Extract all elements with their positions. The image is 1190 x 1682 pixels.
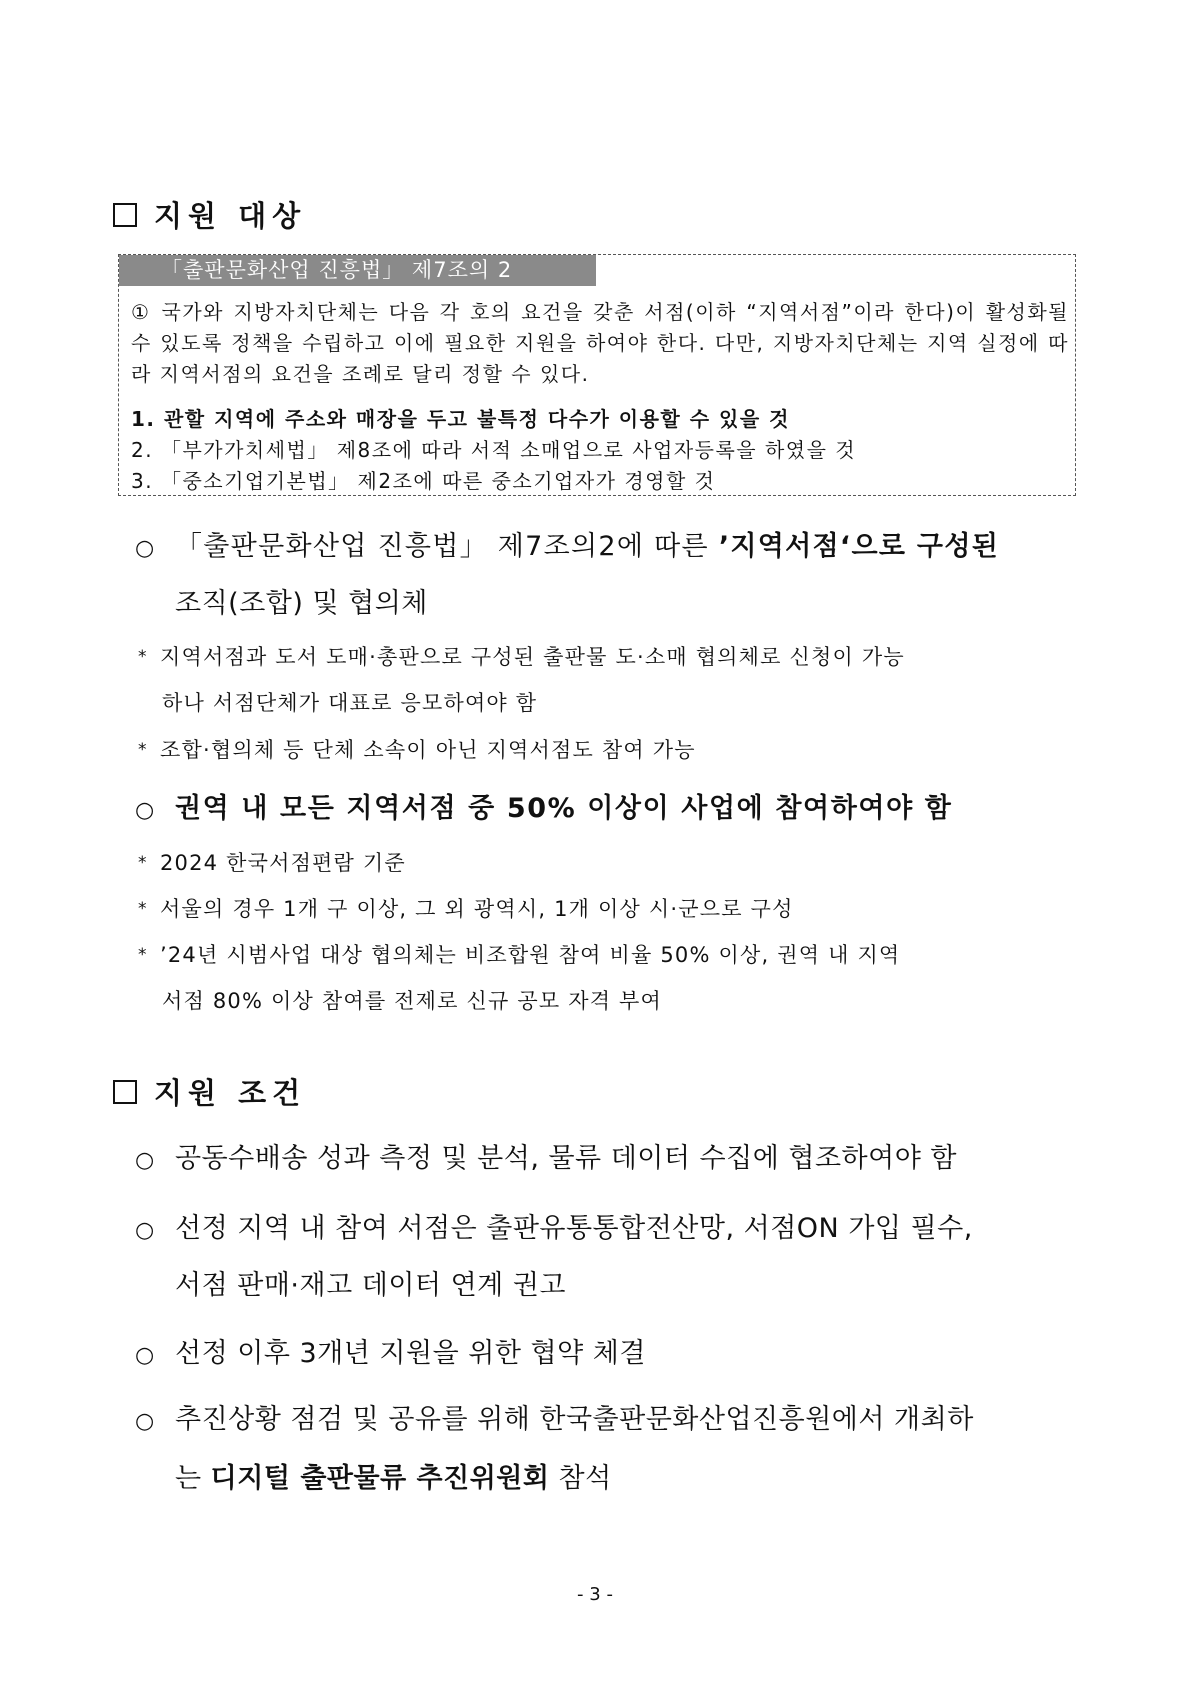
section-heading-support-target [113,194,306,235]
law-item: 2. 「부가가치세법」 제8조에 따라 서적 소매업으로 사업자등록을 하였을 것 [131,438,857,462]
law-paragraph: ① 국가와 지방자치단체는 다음 각 호의 요건을 갖춘 서점(이하 “지역서점”이라 한다)이 활성화될 수 있도록 정책을 수립하고 이에 필요한 지원을 하여야 한다. 다만, 지방자치단체는 지역 실정에 따라 지역서점의 요건을 조례로 달리 정할 수 있다. [131,300,1069,386]
asterisk-icon: * [138,647,148,667]
asterisk-icon: * [138,945,148,965]
bullet-bold-text: ’지역서점‘으로 구성된 [718,531,1000,562]
committee-name: 디지털 출판물류 추진위원회 [210,1463,550,1494]
asterisk-icon: * [138,853,148,873]
bullet-continuation: 조직(조합) 및 협의체 [175,588,428,619]
note-text: 서울의 경우 1개 구 이상, 그 외 광역시, 1개 이상 시·군으로 구성 [160,897,794,921]
note-text: 2024 한국서점편람 기준 [160,851,406,875]
asterisk-icon: * [138,899,148,919]
law-excerpt-box [118,254,1076,496]
section-title: 지원 조건 [154,1076,307,1110]
checkbox-square-icon [113,1080,137,1104]
bullet-text: 추진상황 점검 및 공유를 위해 한국출판문화산업진흥원에서 개최하 [175,1404,974,1435]
bullet-item [135,524,999,563]
note-continuation: 서점 80% 이상 참여를 전제로 신규 공모 자격 부여 [162,989,663,1013]
circle-bullet-icon: ○ [135,1148,155,1173]
note-text: ’24년 시범사업 대상 협의체는 비조합원 참여 비율 50% 이상, 권역 내 지역 [160,943,901,967]
circle-bullet-icon: ○ [135,1343,155,1368]
circle-bullet-icon: ○ [135,798,156,823]
bullet-text: 공동수배송 성과 측정 및 분석, 물류 데이터 수집에 협조하여야 함 [175,1143,957,1174]
law-item: 3. 「중소기업기본법」 제2조에 따른 중소기업자가 경영할 것 [131,469,716,493]
continuation-text: 는 [175,1463,211,1494]
circle-bullet-icon: ○ [135,1218,155,1243]
bullet-item [135,1331,646,1370]
bullet-item [135,1136,957,1175]
bullet-continuation: 서점 판매·재고 데이터 연계 권고 [175,1270,566,1301]
asterisk-icon: * [138,740,148,760]
law-title: 「출판문화산업 진흥법」 제7조의 2 [119,255,596,286]
bullet-text: 선정 이후 3개년 지원을 위한 협약 체결 [175,1338,646,1369]
bullet-text: 권역 내 모든 지역서점 중 50% 이상이 사업에 참여하여야 함 [175,793,953,824]
law-item: 1. 관할 지역에 주소와 매장을 두고 불특정 다수가 이용할 수 있을 것 [131,407,790,431]
note-item [138,939,900,969]
bullet-continuation [175,1456,612,1495]
note-continuation: 하나 서점단체가 대표로 응모하여야 함 [162,691,538,715]
note-item [138,734,696,764]
bullet-text: 선정 지역 내 참여 서점은 출판유통통합전산망, 서점ON 가입 필수, [175,1213,973,1244]
note-text: 조합·협의체 등 단체 소속이 아닌 지역서점도 참여 가능 [160,738,696,762]
bullet-item [135,1206,973,1245]
continuation-text: 참석 [549,1463,612,1494]
checkbox-square-icon [113,203,137,227]
note-item [138,847,406,877]
note-item [138,641,905,671]
section-title: 지원 대상 [154,199,307,233]
bullet-text: 「출판문화산업 진흥법」 제7조의2에 따른 [175,531,719,562]
circle-bullet-icon: ○ [135,536,156,561]
page-number: - 3 - [577,1584,613,1605]
note-item [138,893,794,923]
circle-bullet-icon: ○ [135,1409,155,1434]
bullet-item [135,786,952,825]
section-heading-support-conditions [113,1071,306,1112]
note-text: 지역서점과 도서 도매·총판으로 구성된 출판물 도·소매 협의체로 신청이 가능 [160,645,905,669]
bullet-item [135,1397,974,1436]
